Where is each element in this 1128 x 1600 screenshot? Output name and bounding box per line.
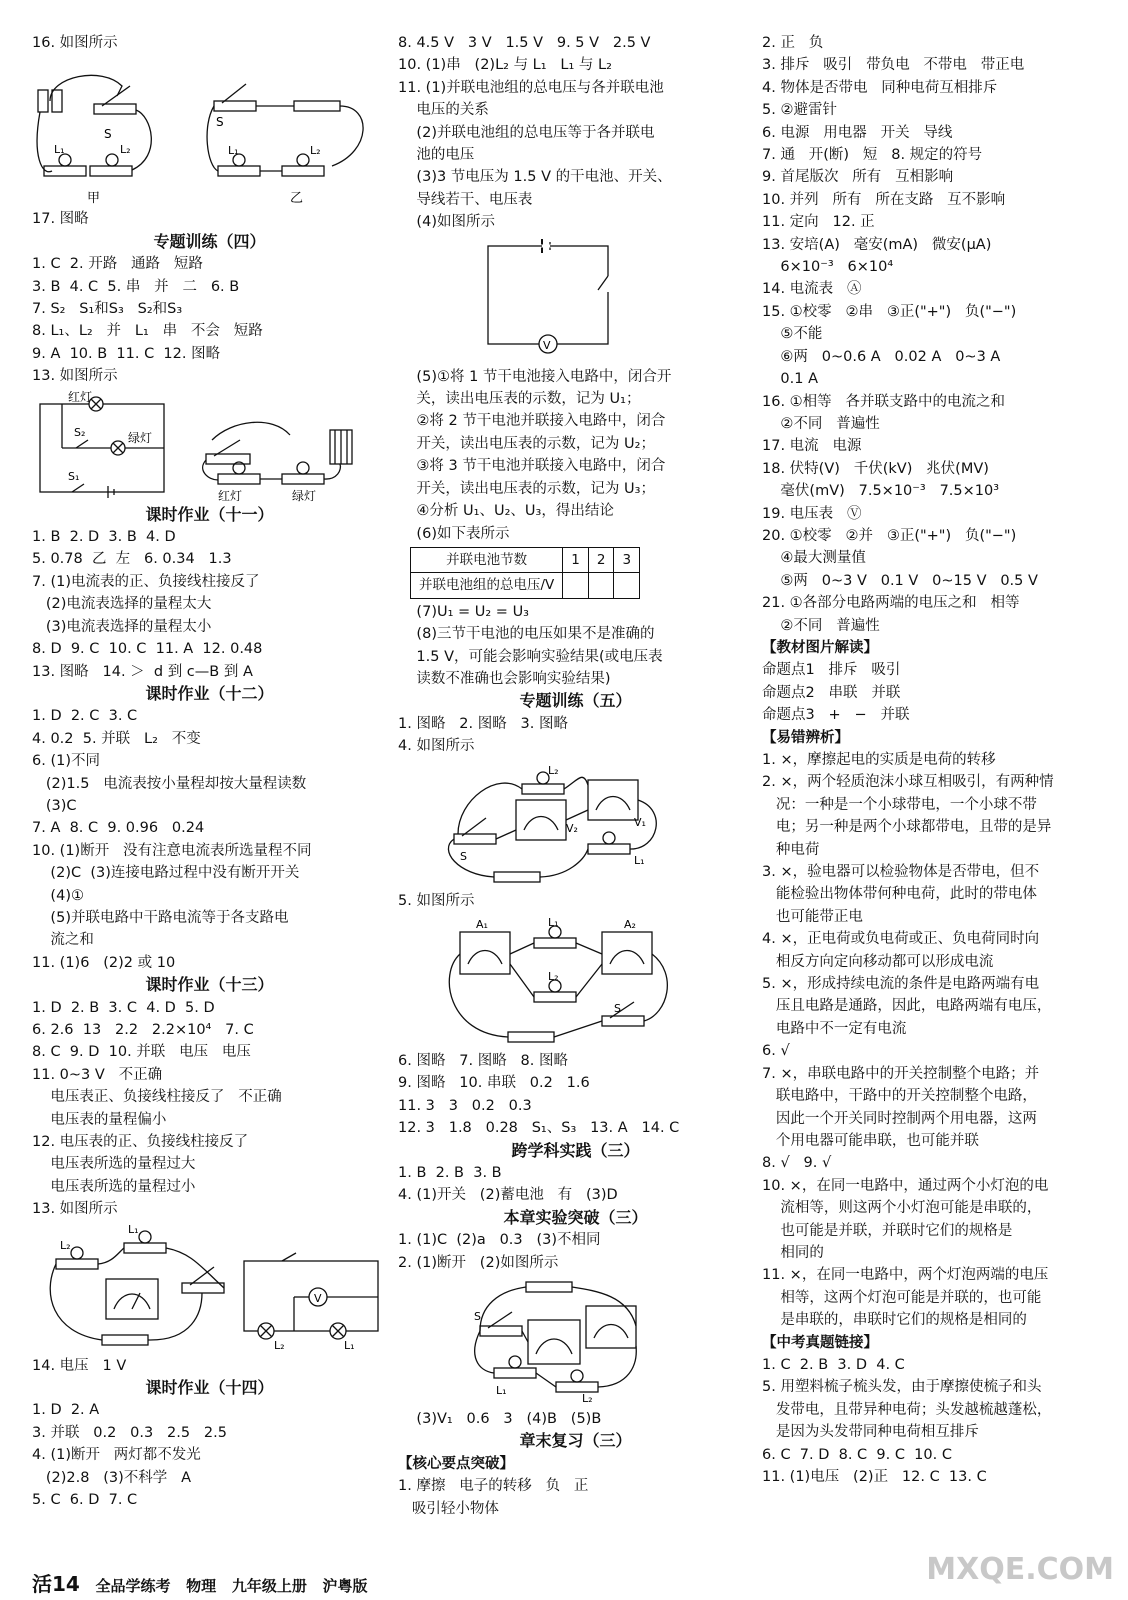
answer-line: 开关，读出电压表的示数，记为 U₃； [398, 480, 655, 497]
answer-line: 11. 0~3 V 不正确 [32, 1066, 163, 1083]
label-l2: L₂ [548, 763, 559, 777]
data-table [410, 547, 640, 599]
answer-line: 21. ①各部分电路两端的电压之和 相等 [762, 595, 1020, 612]
answer-line: 1. (1)C (2)a 0.3 (3)不相同 [398, 1232, 601, 1249]
answer-line: 1. B 2. D 3. B 4. D [32, 529, 176, 546]
circuit-diagram-q13-ks13 [32, 1223, 387, 1353]
label-l1: L₁ [548, 915, 559, 929]
circuit-diagram-bz3-2 [398, 1276, 753, 1406]
answer-line: ⑤不能 [762, 326, 823, 343]
table-cell [588, 573, 614, 598]
answer-line: 1. D 2. A [32, 1402, 100, 1419]
bz3-list [398, 1229, 753, 1274]
answer-line: 开关，读出电压表的示数，记为 U₂； [398, 435, 655, 452]
answer-line: 13. 如图所示 [32, 368, 118, 385]
ks13-list [32, 997, 387, 1221]
jc-list [762, 659, 1102, 726]
figure-bz3-2 [398, 1276, 753, 1406]
answer-line: 6×10⁻³ 6×10⁴ [762, 259, 894, 276]
col2-s5-list [398, 366, 753, 545]
answer-line: 况：一种是一个小球带电，一个小球不带 [762, 796, 1037, 813]
label-a1: A₁ [476, 917, 488, 931]
answer-line: 也可能是并联，并联时它们的规格是 [762, 1222, 1013, 1239]
label-l1: L₁ [496, 1384, 507, 1398]
answer-line: (3)电流表选择的量程太小 [32, 618, 212, 635]
circuit-diagram-q16 [32, 56, 387, 206]
zt5b-list [398, 1050, 753, 1140]
heading-bz3: 本章实验突破（三） [503, 1207, 648, 1227]
answer-line: 13. 如图所示 [32, 1201, 118, 1218]
fig16-label-jia: 甲 [87, 191, 101, 207]
answer-line: 6. 图略 7. 图略 8. 图略 [398, 1052, 568, 1069]
label-s1: S₁ [68, 469, 80, 483]
answer-line: 关，读出电压表的示数，记为 U₁； [398, 391, 641, 408]
answer-line: ②不同 普遍性 [762, 415, 880, 432]
answer-line: 7. (1)电流表的正、负接线柱接反了 [32, 573, 260, 590]
answer-line: 11. 3 3 0.2 0.3 [398, 1097, 532, 1114]
answer-line: 相同的 [762, 1244, 824, 1261]
answer-line: 11. (1)6 (2)2 或 10 [32, 954, 176, 971]
answer-line: (2)2.8 (3)不科学 A [32, 1469, 192, 1486]
answer-line: 导线若干、电压表 [398, 191, 533, 208]
col2-top-list [398, 32, 753, 234]
answer-line: 毫伏(mV) 7.5×10⁻³ 7.5×10³ [762, 483, 1000, 500]
answer-line: (3)C [32, 797, 77, 814]
label-red-lamp-2: 红灯 [218, 488, 243, 502]
answer-line: ⑤两 0~3 V 0.1 V 0~15 V 0.5 V [762, 572, 1038, 589]
answer-line: (6)如下表所示 [398, 525, 510, 542]
label-s: S [460, 849, 467, 863]
answer-line: 6. √ [762, 1043, 790, 1060]
heading-zt5: 专题训练（五） [519, 691, 632, 711]
answer-line: 0.1 A [762, 371, 819, 388]
figure-zt5-5 [398, 914, 753, 1048]
table-cell: 3 [614, 547, 640, 572]
answer-line: 电路中不一定有电流 [762, 1020, 907, 1037]
answer-line: 7. 通 开(断) 短 8. 规定的符号 [762, 147, 983, 164]
answer-line: 1. ×，摩擦起电的实质是电荷的转移 [762, 752, 996, 768]
answer-line: 15. ①校零 ②串 ③正("+") 负("−") [762, 303, 1017, 320]
ks14-list [32, 1399, 387, 1511]
circuit-diagram-q13-zt4 [32, 390, 387, 502]
answer-line: 11. (1)电压 (2)正 12. C 13. C [762, 1469, 987, 1485]
answer-line: 8. D 9. C 10. C 11. A 12. 0.48 [32, 641, 263, 658]
q5-line: 5. 如图所示 [398, 892, 475, 909]
answer-line: 7. S₂ S₁和S₃ S₂和S₃ [32, 301, 183, 318]
answer-line: 1. B 2. B 3. B [398, 1165, 502, 1181]
figure-q11-4 [398, 236, 753, 364]
answer-line: 压且电路是通路，因此，电路两端有电压， [762, 998, 1052, 1015]
answer-line: ⑥两 0~0.6 A 0.02 A 0~3 A [762, 348, 1001, 365]
answer-line: 相等，这两个灯泡可能是并联的，也可能 [762, 1289, 1042, 1306]
answer-line: 4. ×，正电荷或负电荷或正、负电荷同时向 [762, 931, 1040, 948]
answer-line: 3. ×，验电器可以检验物体是否带电，但不 [762, 864, 1040, 881]
answer-line: 5. ×，形成持续电流的条件是电路两端有电 [762, 976, 1040, 993]
heading-ks14: 课时作业（十四） [145, 1378, 274, 1398]
answer-line: (4)① [32, 887, 84, 904]
answer-line: 11. (1)并联电池组的总电压与各并联电池 [398, 79, 664, 96]
answer-line: 6. (1)不同 [32, 753, 100, 770]
zt5-list [398, 713, 753, 758]
answer-line: 4. 物体是否带电 同种电荷互相排斥 [762, 79, 998, 96]
label-green-lamp-2: 绿灯 [292, 488, 317, 502]
answer-line: 1. 图略 2. 图略 3. 图略 [398, 715, 568, 732]
answer-line: 17. 电流 电源 [762, 438, 862, 455]
label-s-jia: S [104, 127, 112, 142]
answer-line: 电压表所选的量程过大 [32, 1156, 196, 1173]
answer-line: 读数不准确也会影响实验结果) [398, 670, 611, 687]
answer-line: ③将 3 节干电池并联接入电路中，闭合 [398, 458, 666, 475]
page-number: 活14 [32, 1572, 80, 1596]
answer-line: 发带电，且带异种电荷；头发越梳越蓬松， [762, 1401, 1052, 1418]
answer-line: 电压表所选的量程过小 [32, 1178, 196, 1195]
answer-line: 吸引轻小物体 [398, 1500, 499, 1517]
table-cell: 1 [563, 547, 589, 572]
answer-line: 19. 电压表 Ⓥ [762, 505, 862, 522]
answer-line: (2)C (3)连接电路过程中没有断开开关 [32, 865, 300, 882]
answer-column-1 [32, 32, 387, 1512]
answer-line: 4. 如图所示 [398, 738, 475, 755]
answer-line: 电压表正、负接线柱接反了 不正确 [32, 1089, 282, 1106]
label-l1-a: L₁ [128, 1222, 139, 1236]
answer-line: 20. ①校零 ②并 ③正("+") 负("−") [762, 527, 1017, 544]
answer-line: 1. D 2. C 3. C [32, 708, 138, 725]
label-l2-yi: L₂ [310, 144, 321, 158]
answer-line: 相反方向定向移动都可以形成电流 [762, 953, 994, 970]
label-l2-b: L₂ [274, 1338, 285, 1352]
q14-line: 14. 电压 1 V [32, 1357, 127, 1374]
answer-line: 2. (1)断开 (2)如图所示 [398, 1254, 559, 1271]
heading-kxk3: 跨学科实践（三） [511, 1140, 640, 1160]
answer-line: 3. 排斥 吸引 带负电 不带电 带正电 [762, 57, 1025, 74]
heading-ks12: 课时作业（十二） [145, 683, 274, 703]
label-l1-b: L₁ [344, 1338, 355, 1352]
table-cell: 2 [588, 547, 614, 572]
answer-line: 是串联的，串联时它们的规格是相同的 [762, 1312, 1027, 1329]
answer-line: 9. 图略 10. 串联 0.2 1.6 [398, 1075, 590, 1092]
label-l1-yi: L₁ [228, 144, 239, 158]
answer-line: 5. C 6. D 7. C [32, 1492, 138, 1509]
label-s: S [614, 1001, 621, 1015]
bracket-heading-jc: 【教材图片解读】 [762, 639, 878, 656]
answer-line: 16. ①相等 各并联支路中的电流之和 [762, 393, 1005, 410]
label-s-yi: S [216, 115, 224, 130]
answer-line: 流之和 [32, 932, 94, 949]
bracket-heading-hx: 【核心要点突破】 [398, 1455, 514, 1472]
answer-line: 5. ②避雷针 [762, 102, 837, 119]
bz3-after-line: (3)V₁ 0.6 3 (4)B (5)B [398, 1411, 602, 1428]
label-l2-a: L₂ [60, 1238, 71, 1252]
footer-book-info: 全品学练考 物理 九年级上册 沪粤版 [79, 1577, 368, 1595]
page-footer [32, 1568, 368, 1597]
answer-line: 3. B 4. C 5. 串 并 二 6. B [32, 278, 240, 295]
answer-line: 因此一个开关同时控制两个用电器，这两 [762, 1110, 1037, 1127]
answer-line: 4. 0.2 5. 并联 L₂ 不变 [32, 730, 201, 747]
answer-line: 18. 伏特(V) 千伏(kV) 兆伏(MV) [762, 460, 989, 477]
answer-line: (3)3 节电压为 1.5 V 的干电池、开关、 [398, 169, 672, 186]
answer-line: 7. ×，串联电路中的开关控制整个电路；并 [762, 1065, 1040, 1082]
answer-line: 8. C 9. D 10. 并联 电压 电压 [32, 1044, 251, 1061]
col2-s7-list [398, 601, 753, 691]
answer-line: 1. C 2. B 3. D 4. C [762, 1356, 905, 1373]
answer-line: 10. 并列 所有 所在支路 互不影响 [762, 191, 1006, 208]
label-v2: V₂ [566, 821, 578, 835]
answer-line: ②将 2 节干电池并联接入电路中，闭合 [398, 413, 666, 430]
answer-line: 4. (1)断开 两灯都不发光 [32, 1447, 201, 1464]
bracket-heading-yc: 【易错辨析】 [762, 729, 849, 746]
answer-line: (2)1.5 电流表按小量程却按大量程读数 [32, 775, 307, 792]
table-row [411, 573, 640, 598]
q16-line: 16. 如图所示 [32, 35, 118, 51]
answer-line: 12. 电压表的正、负接线柱接反了 [32, 1134, 249, 1151]
answer-line: 是因为头发带同种电荷相互排斥 [762, 1424, 979, 1441]
answer-line: 5. 0.78 乙 左 6. 0.34 1.3 [32, 551, 232, 568]
answer-line: 8. 4.5 V 3 V 1.5 V 9. 5 V 2.5 V [398, 35, 651, 51]
table-cell: 并联电池组的总电压/V [411, 573, 563, 598]
answer-line: 5. 用塑料梳子梳头发，由于摩擦使梳子和头 [762, 1379, 1042, 1396]
answer-line: 7. A 8. C 9. 0.96 0.24 [32, 820, 205, 837]
heading-zt4: 专题训练（四） [153, 231, 266, 251]
answer-line: 1. C 2. 开路 通路 短路 [32, 256, 203, 273]
answer-line: 个用电器可能串联，也可能并联 [762, 1132, 979, 1149]
q17-line: 17. 图略 [32, 211, 89, 228]
heading-ks13: 课时作业（十三） [145, 975, 274, 995]
answer-line: 13. 安培(A) 毫安(mA) 微安(μA) [762, 236, 992, 253]
figure-q16 [32, 56, 387, 206]
answer-line: 11. ×，在同一电路中，两个灯泡两端的电压 [762, 1267, 1049, 1284]
answer-line: 2. 正 负 [762, 35, 824, 51]
hx-list [398, 1475, 753, 1520]
label-s: S [474, 1310, 481, 1324]
answer-line: 1. D 2. B 3. C 4. D 5. D [32, 999, 215, 1016]
figure-q13-zt4 [32, 390, 387, 502]
voltmeter-v-label: V [543, 338, 551, 352]
label-v1: V₁ [634, 815, 646, 829]
answer-line: 10. (1)串 (2)L₂ 与 L₁ L₁ 与 L₂ [398, 57, 612, 74]
fig16-label-yi: 乙 [290, 191, 304, 207]
answer-line: 流相等，则这两个小灯泡可能是串联的， [762, 1200, 1042, 1217]
answer-line: 6. 电源 用电器 开关 导线 [762, 124, 953, 141]
label-l2: L₂ [582, 1392, 593, 1406]
col3-top-list [762, 32, 1102, 637]
answer-line: 4. (1)开关 (2)蓄电池 有 (3)D [398, 1187, 618, 1204]
answer-line: 11. 定向 12. 正 [762, 214, 875, 231]
table-cell: 并联电池节数 [411, 547, 563, 572]
kxk3-list [398, 1162, 753, 1207]
answer-line: (4)如图所示 [398, 214, 495, 231]
label-s2: S₂ [74, 425, 86, 439]
label-l1: L₁ [634, 853, 645, 867]
table-cell [614, 573, 640, 598]
answer-line: 9. 首尾版次 所有 互相影响 [762, 169, 954, 186]
answer-line: ②不同 普遍性 [762, 617, 880, 634]
answer-line: 12. 3 1.8 0.28 S₁、S₃ 13. A 14. C [398, 1120, 680, 1137]
voltmeter-v-label: V [314, 1291, 322, 1305]
answer-line: 联电路中，干路中的开关控制整个电路， [762, 1088, 1037, 1105]
answer-line: 1.5 V，可能会影响实验结果(或电压表 [398, 648, 663, 665]
label-l1-jia: L₁ [54, 143, 65, 157]
circuit-diagram-zt5-5 [398, 914, 753, 1048]
answer-column-3 [762, 32, 1102, 1488]
answer-line: ④分析 U₁、U₂、U₃，得出结论 [398, 503, 614, 520]
answer-line: 池的电压 [398, 147, 475, 164]
answer-line: (2)并联电池组的总电压等于各并联电 [398, 124, 655, 141]
table-cell [563, 573, 589, 598]
answer-line: 10. (1)断开 没有注意电流表所选量程不同 [32, 842, 312, 859]
answer-line: 2. ×，两个轻质泡沫小球互相吸引，有两种情 [762, 774, 1054, 791]
circuit-diagram-q11-4 [398, 236, 753, 364]
answer-line: 6. 2.6 13 2.2 2.2×10⁴ 7. C [32, 1022, 254, 1038]
answer-line: (2)电流表选择的量程太大 [32, 596, 212, 613]
label-a2: A₂ [624, 917, 636, 931]
answer-line: 电；另一种是两个小球都带电，且带的是异 [762, 819, 1052, 836]
heading-zm3: 章末复习（三） [519, 1431, 632, 1451]
answer-line: 能检验出物体带何种电荷，此时的带电体 [762, 886, 1037, 903]
answer-line: (5)并联电路中干路电流等于各支路电 [32, 909, 289, 926]
heading-ks11: 课时作业（十一） [145, 504, 274, 524]
answer-line: 3. 并联 0.2 0.3 2.5 2.5 [32, 1424, 227, 1441]
label-red-lamp: 红灯 [68, 389, 93, 404]
answer-line: 8. L₁、L₂ 并 L₁ 串 不会 短路 [32, 323, 263, 340]
answer-line: 6. C 7. D 8. C 9. C 10. C [762, 1446, 952, 1463]
figure-q13-ks13 [32, 1223, 387, 1353]
answer-line: 电压表的量程偏小 [32, 1111, 167, 1128]
answer-line: 10. ×，在同一电路中，通过两个小灯泡的电 [762, 1177, 1049, 1194]
answer-line: 命题点2 串联 并联 [762, 684, 901, 701]
figure-zt5-4 [398, 760, 753, 888]
table-row [411, 547, 640, 572]
answer-column-2 [398, 32, 753, 1520]
label-l2-jia: L₂ [120, 143, 131, 157]
answer-line: 9. A 10. B 11. C 12. 图略 [32, 345, 221, 362]
ks12-list [32, 705, 387, 974]
answer-line: ④最大测量值 [762, 550, 866, 567]
answer-line: 命题点1 排斥 吸引 [762, 662, 901, 679]
answer-line: (5)①将 1 节干电池接入电路中，闭合开 [398, 368, 672, 385]
circuit-diagram-zt5-4 [398, 760, 753, 888]
label-green-lamp: 绿灯 [128, 430, 153, 445]
answer-line: 电压的关系 [398, 102, 489, 119]
answer-line: 8. √ 9. √ [762, 1155, 832, 1172]
answer-line: 也可能带正电 [762, 908, 863, 925]
answer-line: 命题点3 + − 并联 [762, 707, 910, 724]
answer-line: 种电荷 [762, 841, 820, 858]
answer-line: (8)三节干电池的电压如果不是准确的 [398, 626, 655, 643]
answer-line: (7)U₁ = U₂ = U₃ [398, 603, 529, 620]
answer-line: 1. 摩擦 电子的转移 负 正 [398, 1478, 589, 1495]
bracket-heading-zk: 【中考真题链接】 [762, 1334, 878, 1351]
yc-list [762, 749, 1102, 1332]
zt4-list [32, 253, 387, 387]
zk-list [762, 1354, 1102, 1488]
answer-line: 13. 图略 14. ＞ d 到 c—B 到 A [32, 663, 253, 680]
label-l2: L₂ [548, 969, 559, 983]
watermark: MXQE.COM [926, 1552, 1114, 1587]
answer-line: 14. 电流表 Ⓐ [762, 281, 862, 298]
ks11-list [32, 526, 387, 683]
